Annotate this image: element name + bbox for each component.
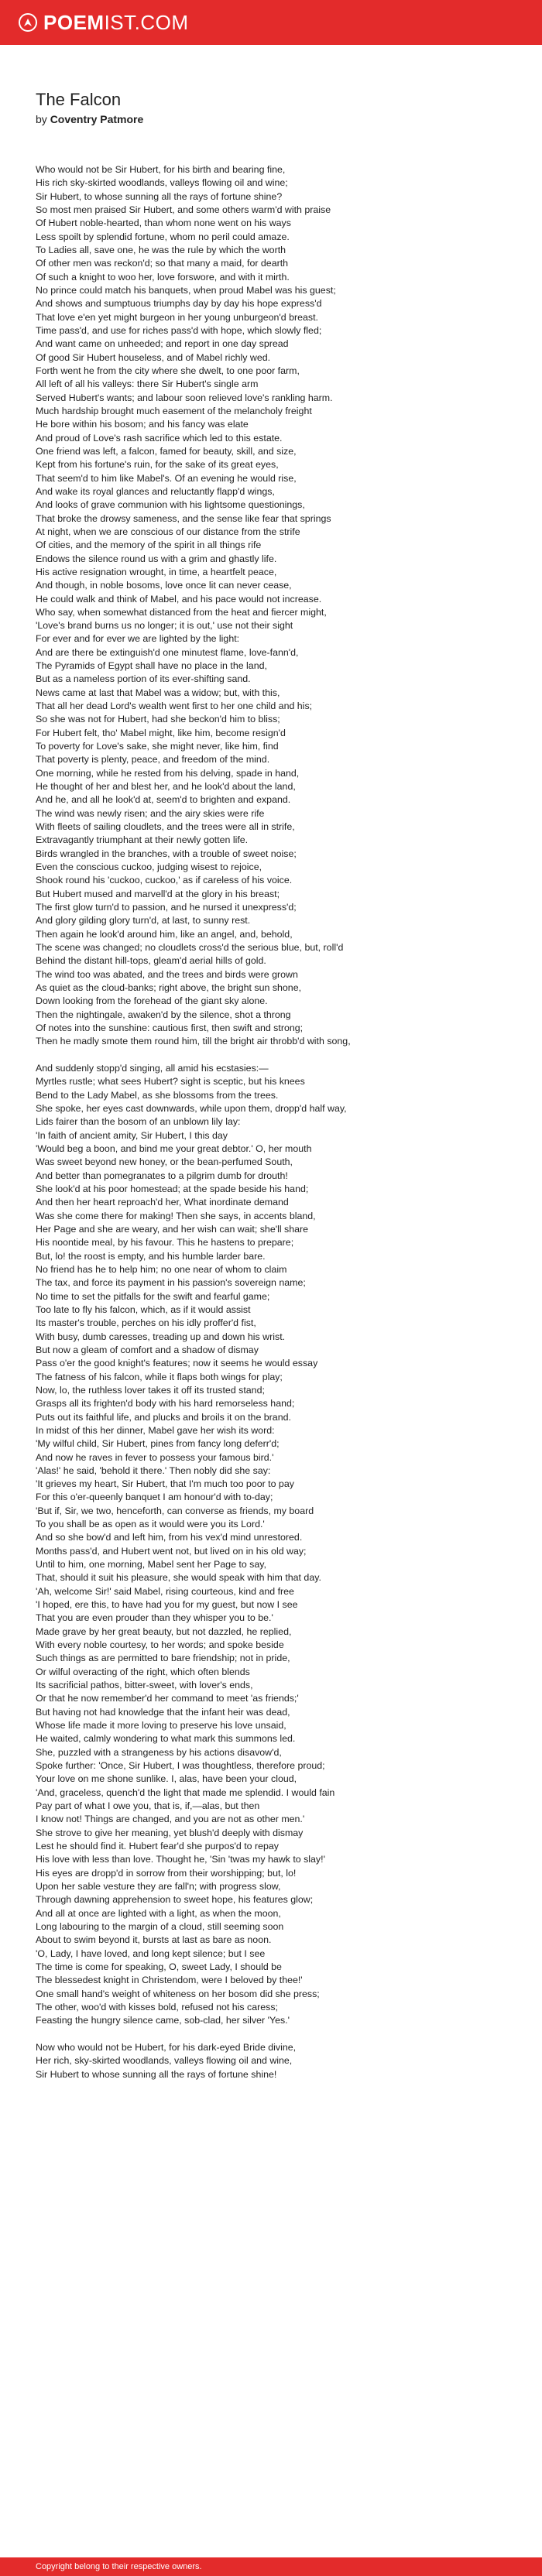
poem-line: Was she come there for making! Then she says, in accents bland, (36, 1210, 316, 1221)
poem-line: And better than pomegranates to a pilgrim dumb for drouth! (36, 1170, 288, 1181)
poem-line: Puts out its faithful life, and plucks and broils it on the brand. (36, 1411, 291, 1423)
poem-line: The wind too was abated, and the trees and birds were grown (36, 968, 298, 980)
poem-line: She spoke, her eyes cast downwards, while upon them, dropp'd half way, (36, 1102, 347, 1114)
poem-line: Sir Hubert, to whose sunning all the rays of fortune shine? (36, 190, 283, 202)
poem-line: And though, in noble bosoms, love once lit can never cease, (36, 580, 292, 591)
poem-line: And proud of Love's rash sacrifice which led to this estate. (36, 432, 283, 444)
poem-line: He waited, calmly wondering to what mark this summons led. (36, 1733, 296, 1745)
poem-line: Extravagantly triumphant at their newly gotten life. (36, 834, 249, 846)
poem-line: She strove to give her meaning, yet blush'd deeply with dismay (36, 1827, 304, 1838)
poem-line: The other, woo'd with kisses bold, refused not his caress; (36, 2001, 278, 2012)
poem-line: And wake its royal glances and reluctantly flapp'd wings, (36, 485, 275, 497)
poem-line: That you are even prouder than they whisper you to be.' (36, 1612, 273, 1624)
poem-line: And then her heart reproach'd her, What inordinate demand (36, 1197, 289, 1208)
poem-line: And all at once are lighted with a light, as when the moon, (36, 1907, 281, 1919)
poem-line: That all her dead Lord's wealth went first to her one child and his; (36, 701, 313, 712)
poem-line: But as a nameless portion of its ever-shifting sand. (36, 673, 251, 685)
poem-line: About to swim beyond it, bursts at last as bare as noon. (36, 1934, 272, 1946)
poem-line: Time pass'd, and use for riches pass'd with hope, which slowly fled; (36, 324, 322, 336)
poem-line: The time is come for speaking, O, sweet Lady, I should be (36, 1961, 282, 1972)
poem-line: At night, when we are conscious of our distance from the strife (36, 526, 300, 537)
poem-line: His rich sky-skirted woodlands, valleys flowing oil and wine; (36, 177, 288, 189)
poem-line: Or that he now remember'd her command to meet 'as friends;' (36, 1693, 299, 1704)
poem-line: Upon her sable vesture they are fall'n; with progress slow, (36, 1881, 281, 1892)
poem-title: The Falcon (36, 90, 122, 109)
poem-line: Of such a knight to woo her, love forswore, and with it mirth. (36, 271, 290, 283)
stanza-break (36, 1049, 531, 1062)
poem-line: For ever and for ever we are lighted by the light: (36, 633, 240, 645)
logo-icon (19, 13, 37, 32)
poem-line: So she was not for Hubert, had she beckon'd him to bliss; (36, 714, 280, 725)
poem-line: No friend has he to help him; no one near of whom to claim (36, 1263, 287, 1275)
poem-line: Too late to fly his falcon, which, as if it would assist (36, 1303, 251, 1315)
poem-line: Bend to the Lady Mabel, as she blossoms from the trees. (36, 1089, 279, 1101)
poem-line: Now who would not be Hubert, for his dark-eyed Bride divine, (36, 2041, 297, 2053)
poem-line: Less spoilt by splendid fortune, whom no peril could amaze. (36, 231, 290, 242)
poem-line: That poverty is plenty, peace, and freedom of the mind. (36, 754, 270, 766)
poem-line: Spoke further: 'Once, Sir Hubert, I was thoughtless, therefore proud; (36, 1760, 325, 1772)
poem-line: 'Would beg a boon, and bind me your great debtor.' O, her mouth (36, 1142, 312, 1154)
poem-line: Sir Hubert to whose sunning all the rays of fortune shine! (36, 2068, 277, 2080)
poem-line: With busy, dumb caresses, treading up and down his wrist. (36, 1331, 286, 1342)
poem-line: That seem'd to him like Mabel's. Of an evening he would rise, (36, 472, 297, 484)
poem-line: Pass o'er the good knight's features; now it seems he would essay (36, 1358, 318, 1369)
poem-line: Lids fairer than the bosom of an unblown lily lay: (36, 1116, 241, 1128)
logo-text-light: IST.COM (104, 10, 189, 34)
stanza-break (36, 2028, 531, 2041)
poem-line: Months pass'd, and Hubert went not, but lived on in his old way; (36, 1545, 307, 1557)
poem-line: And suddenly stopp'd singing, all amid his ecstasies:— (36, 1062, 269, 1074)
poem-line: Then again he look'd around him, like an angel, and, behold, (36, 928, 293, 940)
poem-line: Then he madly smote them round him, till the bright air throbb'd with song, (36, 1036, 351, 1047)
poem-line: He could walk and think of Mabel, and his pace would not increase. (36, 593, 322, 605)
poem-line: Its sacrificial pathos, bitter-sweet, with lover's ends, (36, 1680, 253, 1691)
poem-line: The first glow turn'd to passion, and he nursed it unexpress'd; (36, 902, 297, 913)
poem-line: Your love on me shone sunlike. I, alas, have been your cloud, (36, 1773, 297, 1785)
poem-body (36, 163, 531, 2081)
author-link[interactable]: Coventry Patmore (50, 113, 144, 125)
poem-line: Was sweet beyond new honey, or the bean-perfumed South, (36, 1156, 293, 1168)
poem-line: That broke the drowsy sameness, and the sense like fear that springs (36, 512, 331, 524)
poem-line: The Pyramids of Egypt shall have no place in the land, (36, 660, 267, 672)
poem-line: Such things as are permitted to bare friendship; not in pride, (36, 1653, 290, 1664)
poem-line: Of Hubert noble-hearted, than whom none went on his ways (36, 218, 291, 229)
poem-line: And shows and sumptuous triumphs day by day his hope express'd (36, 298, 322, 310)
poem-line: Birds wrangled in the branches, with a trouble of sweet noise; (36, 848, 297, 859)
poem-line: But, lo! the roost is empty, and his humble larder bare. (36, 1250, 266, 1262)
poem-line: The wind was newly risen; and the airy skies were rife (36, 807, 265, 819)
poem-line: 'My wilful child, Sir Hubert, pines from fancy long deferr'd; (36, 1438, 280, 1450)
poem-line: He thought of her and blest her, and he look'd about the land, (36, 781, 296, 793)
poem-line: Until to him, one morning, Mabel sent her Page to say, (36, 1559, 266, 1571)
poem-line: With every noble courtesy, to her words; and spoke beside (36, 1639, 284, 1651)
poem-line: His love with less than love. Thought he, 'Sin 'twas my hawk to slay!' (36, 1854, 325, 1865)
poem-line: Much hardship brought much easement of the melancholy freight (36, 405, 312, 416)
poem-line: He bore within his bosom; and his fancy was elate (36, 419, 249, 430)
poem-line: But having not had knowledge that the infant heir was dead, (36, 1706, 290, 1718)
poem-line: Of notes into the sunshine: cautious first, then swift and strong; (36, 1023, 304, 1033)
poem-line: Its master's trouble, perches on his idly proffer'd fist, (36, 1317, 256, 1329)
poem-line: Served Hubert's wants; and labour soon relieved love's rankling harm. (36, 392, 333, 403)
poem-line: Made grave by her great beauty, but not dazzled, he replied, (36, 1625, 292, 1637)
poem-line: Her rich, sky-skirted woodlands, valleys flowing oil and wine, (36, 2055, 293, 2067)
poem-line: But now a gleam of comfort and a shadow of dismay (36, 1344, 259, 1355)
poem-line: One small hand's weight of whiteness on her bosom did she press; (36, 1988, 320, 1999)
poem-line: Through dawning apprehension to sweet hope, his features glow; (36, 1894, 314, 1906)
poem-line: And so she bow'd and left him, from his vex'd mind unrestored. (36, 1532, 303, 1543)
poem-line: Or wilful overacting of the right, which often blends (36, 1666, 250, 1677)
poem-line: But Hubert mused and marvell'd at the glory in his breast; (36, 888, 280, 899)
poem-line: 'Ah, welcome Sir!' said Mabel, rising courteous, kind and free (36, 1585, 294, 1597)
poem-line: And now he raves in fever to possess your famous bird.' (36, 1451, 274, 1463)
site-footer (0, 2557, 542, 2576)
poem-line: News came at last that Mabel was a widow; but, with this, (36, 687, 280, 698)
poem-line: Long labouring to the margin of a cloud, still seeming soon (36, 1920, 284, 1932)
site-logo[interactable] (19, 11, 189, 35)
poem-line: Whose life made it more loving to preserve his love unsaid, (36, 1720, 286, 1732)
poem-line: 'In faith of ancient amity, Sir Hubert, I this day (36, 1129, 228, 1141)
poem-line: And want came on unheeded; and report in one day spread (36, 338, 289, 350)
poem-line: 'I hoped, ere this, to have had you for my guest, but now I see (36, 1599, 298, 1611)
poem-line: Now, lo, the ruthless lover takes it off its trusted stand; (36, 1384, 265, 1396)
poem-line: To poverty for Love's sake, she might never, like him, find (36, 741, 279, 752)
poem-line: Forth went he from the city where she dwelt, to one poor farm, (36, 365, 300, 376)
poem-line: She look'd at his poor homestead; at the spade beside his hand; (36, 1183, 309, 1194)
poem-line: In midst of this her dinner, Mabel gave her wish its word: (36, 1424, 275, 1436)
poem-line: Lest he should find it. Hubert fear'd she purpos'd to repay (36, 1841, 280, 1852)
poem-line: For this o'er-queenly banquet I am honour'd with to-day; (36, 1492, 273, 1503)
poem-line: 'Love's brand burns us no longer; it is out,' use not their sight (36, 620, 293, 632)
poem-line: 'And, graceless, quench'd the light that made me splendid. I would fain (36, 1786, 335, 1798)
poem-line: Shook round his 'cuckoo, cuckoo,' as if careless of his voice. (36, 875, 293, 886)
poem-line: No time to set the pitfalls for the swift and fearful game; (36, 1290, 270, 1302)
poem-line: For Hubert felt, tho' Mabel might, like him, become resign'd (36, 727, 286, 738)
poem-line: And he, and all he look'd at, seem'd to brighten and expand. (36, 794, 291, 806)
poem-line: The fatness of his falcon, while it flaps both wings for play; (36, 1371, 283, 1382)
poem-line: And glory gilding glory turn'd, at last, to sunny rest. (36, 915, 251, 927)
poem-line: His active resignation wrought, in time, a heartfelt peace, (36, 566, 277, 577)
poem-line: 'Alas!' he said, 'behold it there.' Then nobly did she say: (36, 1464, 271, 1476)
poem-line: Behind the distant hill-tops, gleam'd aerial hills of gold. (36, 955, 266, 967)
poem-line: His eyes are dropp'd in sorrow from their worshipping; but, lo! (36, 1867, 297, 1879)
poem-line: That love e'en yet might burgeon in her young unburgeon'd breast. (36, 311, 318, 323)
poem-line: With fleets of sailing cloudlets, and the trees were all in strife, (36, 821, 295, 833)
poem-line: Of good Sir Hubert houseless, and of Mabel richly wed. (36, 351, 271, 363)
poem-line: 'It grieves my heart, Sir Hubert, that I'm much too poor to pay (36, 1478, 294, 1490)
poem-line: Kept from his fortune's ruin, for the sake of its great eyes, (36, 459, 279, 471)
site-header (0, 0, 542, 45)
copyright-text: Copyright belong to their respective owners. (36, 2562, 202, 2571)
poem-line: Of cities, and the memory of the spirit in all things rife (36, 540, 262, 551)
poem-line: That, should it suit his pleasure, she would speak with him that day. (36, 1572, 321, 1584)
poem-line: Who would not be Sir Hubert, for his birth and bearing fine, (36, 164, 286, 175)
poem-line: And are there be extinguish'd one minutest flame, love-fann'd, (36, 646, 299, 658)
poem-line: Even the conscious cuckoo, judging wisest to rejoice, (36, 862, 262, 873)
poem-line: The tax, and force its payment in his passion's sovereign name; (36, 1277, 306, 1289)
logo-text-bold: POEM (43, 10, 105, 34)
poem-line: No prince could match his banquets, when proud Mabel was his guest; (36, 284, 336, 296)
poem-line: 'But if, Sir, we two, henceforth, can converse as friends, my board (36, 1505, 314, 1516)
poem-line: Endows the silence round us with a grim and ghastly life. (36, 553, 277, 564)
poem-line: I know not! Things are changed, and you are not as other men.' (36, 1814, 305, 1825)
poem-line: Myrtles rustle; what sees Hubert? sight is sceptic, but his knees (36, 1076, 305, 1088)
poem-line: Who say, when somewhat distanced from the heat and fiercer might, (36, 606, 327, 618)
poem-line: Feasting the hungry silence came, sob-clad, her silver 'Yes.' (36, 2015, 290, 2026)
poem-line: 'O, Lady, I have loved, and long kept silence; but I see (36, 1947, 266, 1959)
poem-line: One friend was left, a falcon, famed for beauty, skill, and size, (36, 445, 297, 457)
poem-line: All left of all his valleys: there Sir Hubert's single arm (36, 379, 259, 390)
poem-line: As quiet as the cloud-banks; right above, the bright sun shone, (36, 982, 302, 994)
poem-line: Grasps all its frighten'd body with his hard remorseless hand; (36, 1398, 295, 1410)
poem-line: Then the nightingale, awaken'd by the silence, shot a throng (36, 1009, 291, 1020)
by-label: by (36, 113, 47, 125)
poem-line: Pay part of what I owe you, that is, if,—alas, but then (36, 1800, 260, 1812)
poem-line: To Ladies all, save one, he was the rule by which the worth (36, 244, 286, 255)
poem-line: Down looking from the forehead of the giant sky alone. (36, 995, 268, 1007)
poem-line: She, puzzled with a strangeness by his actions disavow'd, (36, 1746, 282, 1758)
poem-line: The blessedest knight in Christendom, were I beloved by thee!' (36, 1975, 303, 1986)
poem-line: His noontide meal, by his favour. This he hastens to prepare; (36, 1237, 294, 1249)
poem-line: So most men praised Sir Hubert, and some others warm'd with praise (36, 204, 331, 215)
poem-line: The scene was changed; no cloudlets cross'd the serious blue, but, roll'd (36, 942, 344, 954)
poem-line: One morning, while he rested from his delving, spade in hand, (36, 767, 300, 779)
poem-byline (36, 113, 143, 125)
poem-line: Her Page and she are weary, and her wish can wait; she'll share (36, 1223, 309, 1235)
poem-line: Of other men was reckon'd; so that many a maid, for dearth (36, 258, 289, 269)
poem-line: To you shall be as open as it would were you its Lord.' (36, 1519, 265, 1530)
poem-line: And looks of grave communion with his lightsome questionings, (36, 499, 305, 511)
